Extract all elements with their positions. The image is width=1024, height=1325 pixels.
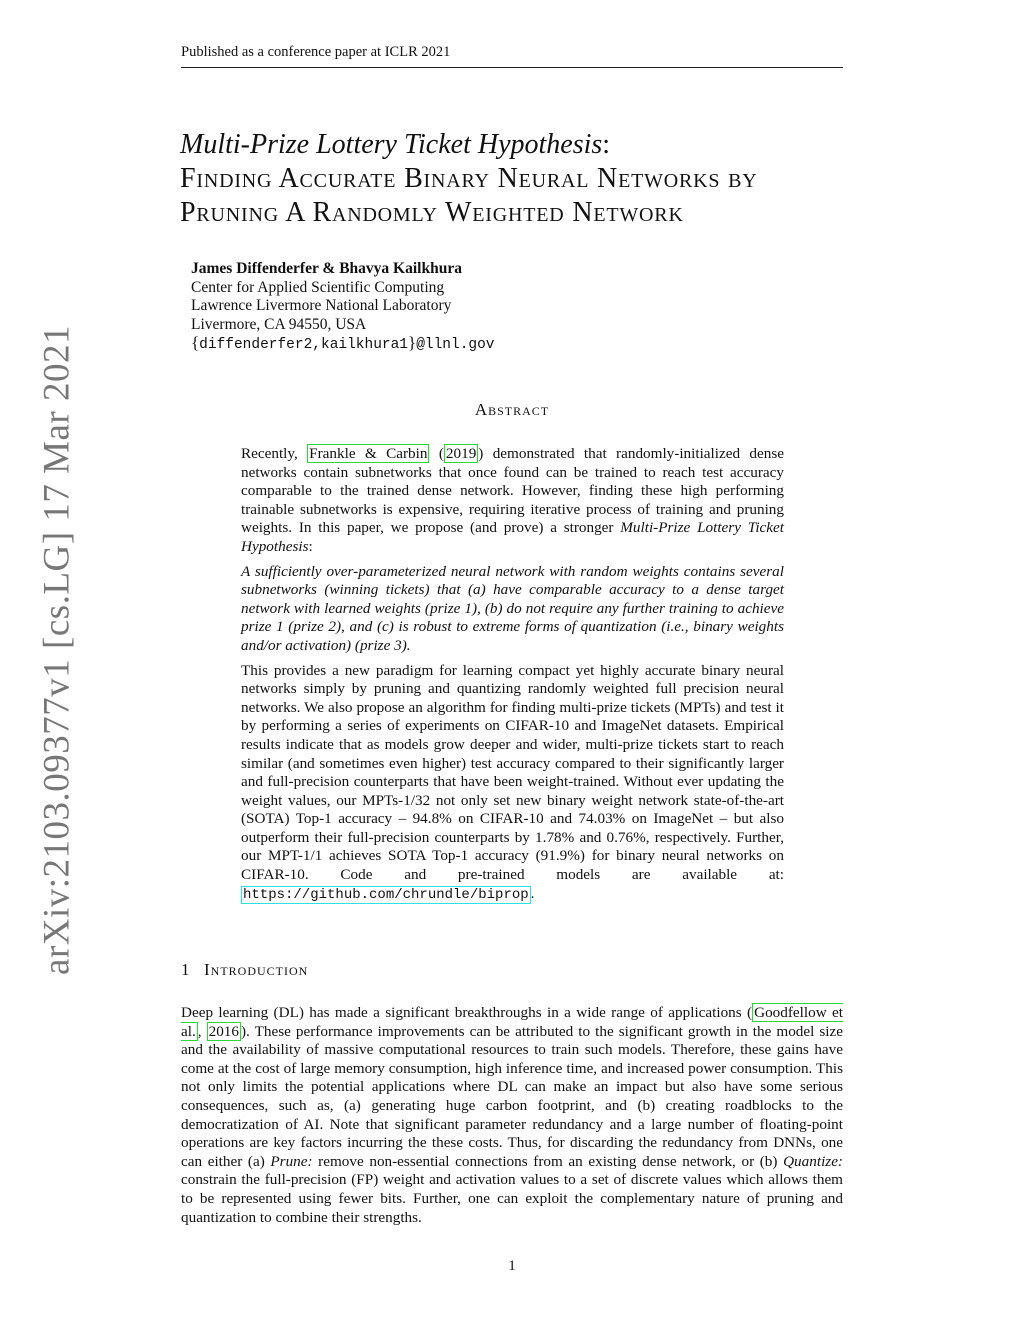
title-line-3: Pruning A Randomly Weighted Network — [180, 197, 684, 228]
title-colon: : — [602, 129, 611, 160]
affiliation-1: Center for Applied Scientific Computing — [191, 278, 445, 296]
arxiv-stamp: arXiv:2103.09377v1 [cs.LG] 17 Mar 2021 — [36, 325, 78, 975]
code-url-link[interactable]: https://github.com/chrundle/biprop — [243, 886, 529, 903]
affiliation-2: Lawrence Livermore National Laboratory — [191, 297, 452, 314]
title-line-1 — [180, 128, 860, 162]
section-heading-introduction — [181, 960, 308, 980]
term-quantize: Quantize: — [783, 1152, 843, 1170]
section-title: Introduction — [204, 960, 309, 979]
email-users: diffenderfer2,kailkhura1 — [199, 337, 409, 353]
abstract-paragraph-3 — [241, 662, 784, 905]
citation-year-2016[interactable]: 2016 — [208, 1022, 239, 1040]
title-italic-part: Multi-Prize Lottery Ticket Hypothesis — [180, 129, 603, 160]
citation-goodfellow[interactable]: Goodfellow et al. — [181, 1004, 843, 1040]
term-prune: Prune: — [270, 1152, 313, 1170]
citation-year-2019[interactable]: 2019 — [445, 445, 477, 462]
introduction-paragraph — [181, 1004, 843, 1227]
cite-paren-close: ) — [478, 445, 484, 462]
email-brace-open: { — [191, 333, 200, 352]
abstract-text: demonstrated that randomly-initialized dense networks contain subnetworks that once found can be trained to reach test accuracy comparable to the trained dense network. However, finding these high performing trainable subnetworks is expensive, requiring iterative process of training and pruning weights. In this paper, we propose (and prove) a stronger — [241, 445, 784, 537]
author-block — [191, 260, 495, 355]
author-email — [191, 334, 495, 355]
hypothesis-name: Multi-Prize Lottery Ticket Hypothesis — [241, 519, 784, 555]
cite-space — [429, 445, 438, 462]
abstract-text: : — [308, 537, 313, 555]
cite-separator: , — [197, 1022, 207, 1040]
body-text: ). These performance improvements can be attributed to the significant growth in the model size and the availability of massive computational resources to train such models. Therefore, these gains have come at the cost of large memory consumption, high inference time, and increased power consumption. This not only limits the potential applications where DL can make an impact but also have some serious consequences, such as, (a) generating huge carbon footprint, and (b) creating roadblocks to the democratization of AI. Note that significant parameter redundancy and a large number of floating-point operations are key factors incurring the these costs. Thus, for discarding the redundancy from DNNs, one can either (a) — [181, 1022, 843, 1170]
hypothesis-statement: A sufficiently over-parameterized neural network with random weights contains several subnetworks (winning tickets) that (a) have comparable accuracy to a dense target network with learned weights (prize 1), (b) do not require any further training to achieve prize 1 (prize 2), and (c) is robust to extreme forms of quantization (i.e., binary weights and/or activation) (prize 3). — [241, 562, 784, 654]
abstract-body — [241, 445, 784, 910]
section-number: 1 — [181, 960, 190, 979]
paper-title — [180, 128, 860, 230]
abstract-paragraph-1 — [241, 445, 784, 557]
abstract-text: . — [530, 884, 535, 902]
email-domain: @llnl.gov — [416, 337, 495, 353]
abstract-text: Recently, — [241, 445, 308, 462]
abstract-heading: Abstract — [474, 400, 550, 419]
author-address: Livermore, CA 94550, USA — [191, 315, 367, 333]
author-names: James Diffenderfer & Bhavya Kailkhura — [191, 260, 462, 277]
citation-frankle-carbin[interactable]: Frankle & Carbin — [309, 445, 428, 462]
body-text: Deep learning (DL) has made a significant breakthroughs in a wide range of applications ( — [181, 1004, 753, 1021]
email-brace-close: } — [408, 333, 417, 352]
cite-paren-open: ( — [438, 445, 444, 462]
page-number: 1 — [508, 1258, 516, 1274]
introduction-body — [181, 1004, 843, 1227]
title-line-2: Finding Accurate Binary Neural Networks by — [180, 163, 758, 194]
abstract-text: This provides a new paradigm for learning compact yet highly accurate binary neural networks simply by pruning and quantizing randomly weighted full precision neural networks. We also propose an algorithm for finding multi-prize tickets (MPTs) and test it by performing a series of experiments on CIFAR-10 and ImageNet datasets. Empirical results indicate that as models grow deeper and wider, multi-prize tickets start to reach similar (and sometimes even higher) test accuracy compared to their significantly larger and full-precision counterparts that have been weight-trained. Without ever updating the weight values, our MPTs-1/32 not only set new binary weight network state-of-the-art (SOTA) Top-1 accuracy – 94.8% on CIFAR-10 and 74.03% on ImageNet – but also outperform their full-precision counterparts by 1.78% and 0.76%, respectively. Further, our MPT-1/1 achieves SOTA Top-1 accuracy (91.9%) for binary neural networks on CIFAR-10. Code and pre-trained models are available at: — [241, 661, 784, 884]
body-text: constrain the full-precision (FP) weight and activation values to a set of discrete values which allows them to be represented using fewer bits. Further, one can exploit the complementary nature of pruning and quantization to combine their strengths. — [181, 1171, 843, 1226]
body-text: remove non-essential connections from an existing dense network, or (b) — [312, 1152, 784, 1170]
running-head: Published as a conference paper at ICLR 2021 — [181, 44, 843, 68]
